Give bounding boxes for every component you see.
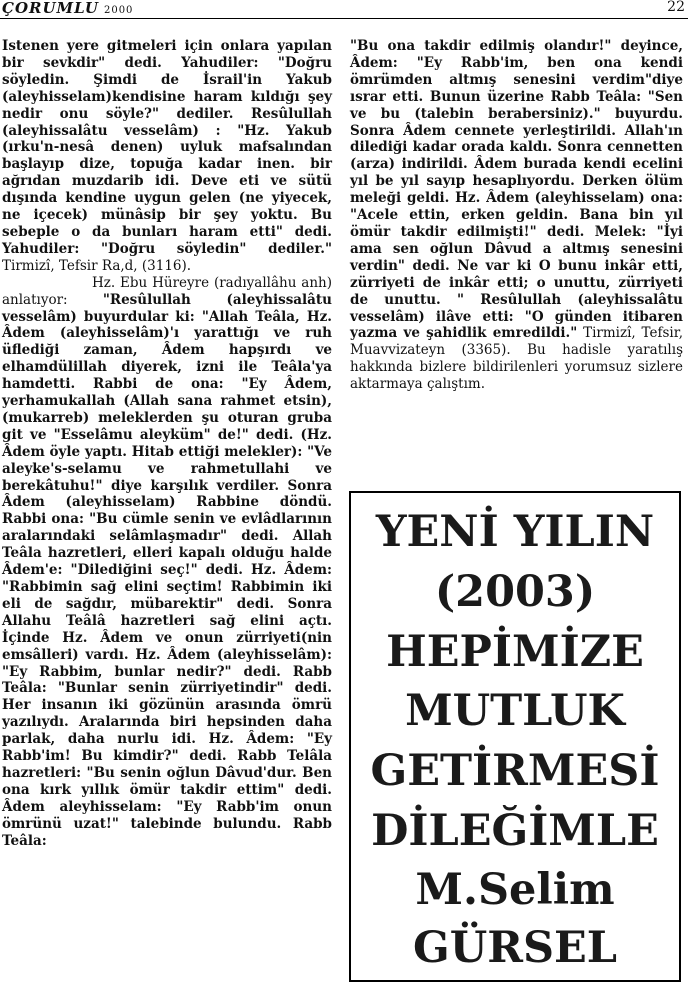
banner-line-5: GETİRMESİ (370, 746, 660, 796)
right-p1-bold: "Bu ona takdir edilmiş olandır!" deyince, Âdem: "Ey Rabb'im, ben ona kendi ömrümden altmış senesini verdim"diye ısrar etti. Bunun üzerine Rabb Teâla: "Sen ve bu (talebin berabersiniz)." buyurdu. Sonra Âdem cennete yerleştirildi. Allah'ın dilediği kadar orada kaldı. Sonra cennetten (arza) indirildi. Âdem burada kendi ecelini yıl be yıl sayıp hesaplıyordu. Derken ölüm meleği geldi. Hz. Âdem (aleyhisselam) ona: "Acele ettin, erken geldin. Bana bin yıl ömür takdir edilmişti!" dedi. Melek: "İyi ama sen oğlun Dâvud a altmış senesini verdin" dedi. Ne var ki O bunu inkâr etti, zürriyeti de inkâr etti; o unuttu, zürriyeti de unuttu. " Resûlullah (aleyhissalâtu vesselâm) ilâve etti: "O günden itibaren yazma ve şahidlik emredildi." (350, 38, 683, 342)
header-rule (0, 18, 688, 19)
left-p2-intro: Hz. Ebu Hüreyre (radıyallâhu anh) anlatıyor: (2, 274, 332, 308)
banner-line-1: YENİ YILIN (375, 507, 655, 557)
banner-line-4: MUTLUK (405, 686, 625, 736)
banner-line-6: DİLEĞİMLE (371, 806, 659, 856)
banner-line-2: (2003) (434, 567, 596, 617)
left-column (2, 38, 332, 850)
right-column (350, 38, 683, 393)
page-number: 22 (667, 0, 685, 15)
new-year-banner (349, 491, 681, 982)
banner-line-7: M.Selim (415, 865, 615, 915)
page-header (0, 0, 688, 22)
masthead-title: ÇORUMLU (2, 0, 99, 17)
right-paragraph-1 (350, 38, 683, 393)
banner-line-8: GÜRSEL (412, 923, 618, 973)
masthead (2, 0, 133, 17)
left-p2-bold: "Resûlullah (aleyhissalâtu vesselâm) buyurdular ki: "Allah Teâla, Hz. Âdem (aleyhisselâm)'ı yarattığı ve ruh üflediği zaman, Âdem hapşırdı ve elhamdülillah diyerek, izni ile Teâla'ya hamdetti. Rabbi de ona: "Ey Âdem, yerhamukallah (Allah sana rahmet etsin), (mukarreb) meleklerden şu oturan gruba git ve "Esselâmu aleyküm" de!" dedi. (Hz. Âdem öyle yaptı. Hitab ettiği melekler): "Ve aleyke's-selamu ve rahmetullahi ve berekâtuhu!" diye karşılık verdiler. Sonra Âdem (aleyhisselam) Rabbine döndü. Rabbi ona: "Bu cümle senin ve evlâdlarının aralarındaki selâmlaşmadır" dedi. Allah Teâla hazretleri, elleri kapalı olduğu halde Âdem'e: "Dilediğini seç!" dedi. Hz. Âdem: "Rabbimin sağ elini seçtim! Rabbimin iki eli de sağdır, mübarektir" dedi. Sonra Allahu Teâlâ hazretleri sağ elini açtı. İçinde Hz. Âdem ve onun zürriyeti(nin emsâlleri) vardı. Hz. Âdem (aleyhisselâm): "Ey Rabbim, bunlar nedir?" dedi. Rabb Teâla: "Bunlar senin zürriyetindir" dedi. Her insanın iki gözünün arasında ömrü yazılıydı. Aralarında biri hepsinden daha parlak, daha nurlu idi. Hz. Âdem: "Ey Rabb'im! Bu kimdir?" dedi. Rabb Telâla hazretleri: "Bu senin oğlun Dâvud'dur. Ben ona kırk yıllık ömür takdir ettim" dedi. Âdem aleyhisselam: "Ey Rabb'im onun ömrünü uzat!" talebinde bulundu. Rabb Teâla: (2, 291, 332, 849)
left-p1-citation: Tirmizî, Tefsir Ra,d, (3116). (2, 257, 192, 274)
right-p1-citation: Tirmizî, Tefsir, Muavvizateyn (3365). Bu hadisle yaratılış hakkında bizlere bildirilenleri yorumsuz sizlere aktarmaya çalıştım. (350, 325, 683, 393)
masthead-year: 2000 (103, 5, 134, 16)
left-paragraph-1 (2, 38, 332, 275)
left-paragraph-2 (2, 275, 332, 850)
banner-line-3: HEPİMİZE (386, 627, 644, 677)
left-p1-bold: Istenen yere gitmeleri için onlara yapılan bir sevkdir" dedi. Yahudiler: "Doğru söyledin. Şimdi de İsrail'in Yakub (aleyhisselam)kendisine haram kıldığı şey nedir onu söyle?" dediler. Resûlullah (aleyhissalâtu vesselâm) : "Hz. Yakub (ırku'n-nesâ denen) uyluk mafsalından başlayıp dize, topuğa kadar inen. bir ağrıdan muzdarib idi. Deve eti ve sütü dışında kendine uygun gelen (ne yiyecek, ne içecek) münâsip bir şey yoktu. Bu sebeple o da bunları haram etti" dedi. Yahudiler: "Doğru söyledin" dediler." (2, 38, 332, 257)
